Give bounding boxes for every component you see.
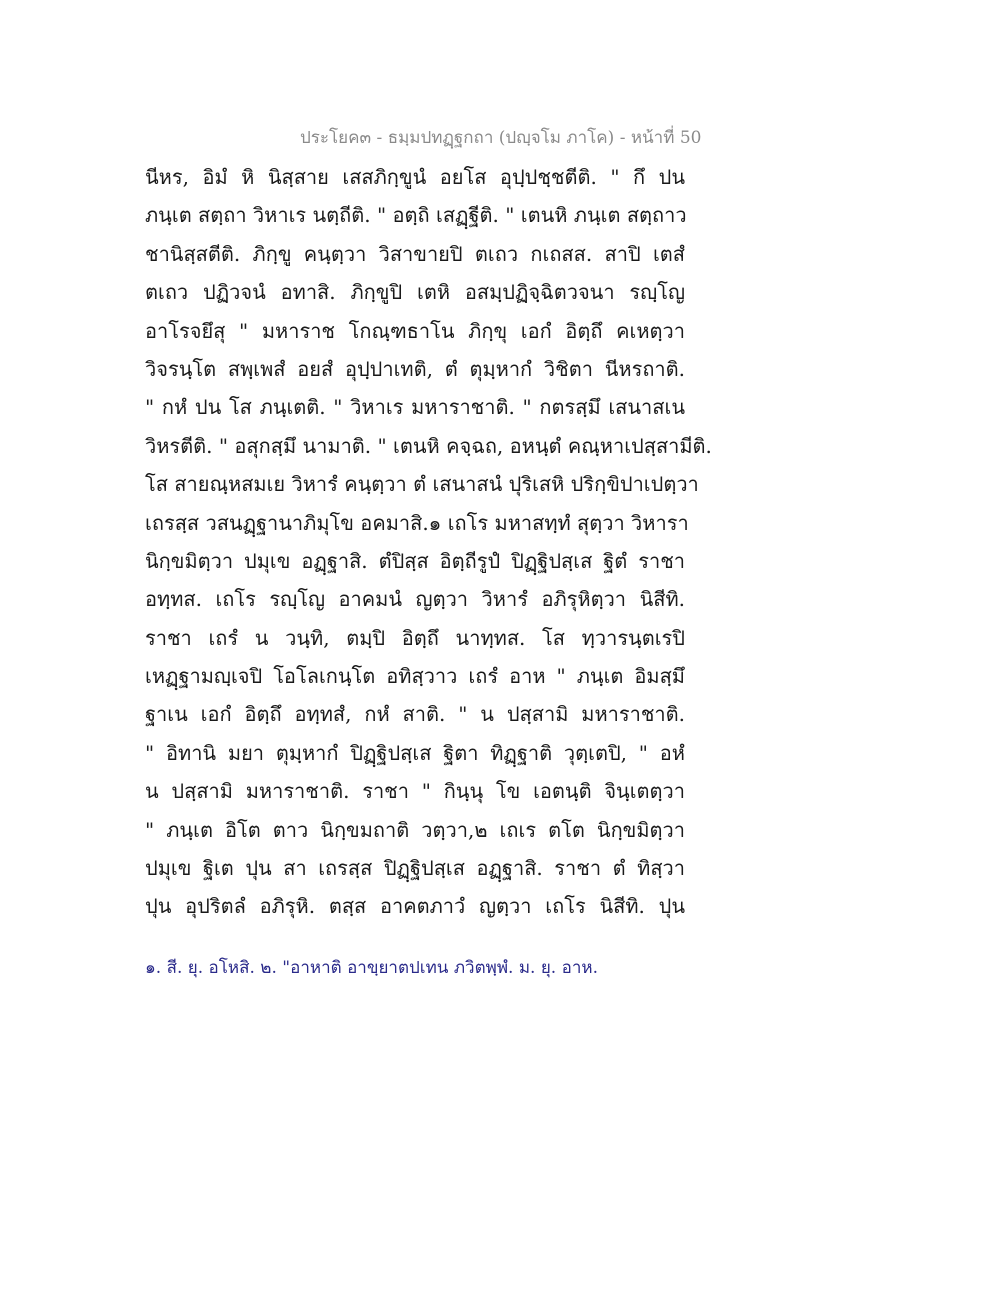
body-text	[145, 158, 712, 926]
page-header: ประโยค๓ - ธมฺมปทฏฺฐกถา (ปญฺจโม ภาโค) - หน้าที่ 50	[300, 128, 702, 148]
text-line: ฐาเน เอกํ อิตฺถึ อทฺทสํ, กหํ สาติ. " น ปสฺสามิ มหาราชาติ.	[145, 702, 685, 727]
text-line: " กหํ ปน โส ภนฺเตติ. " วิหาเร มหาราชาติ. " กตรสฺมึ เสนาสเน	[145, 395, 685, 420]
text-line: เถรสฺส วสนฏฺฐานาภิมุโข อคมาสิ.๑ เถโร มหาสทฺทํ สุตฺวา วิหารา	[145, 510, 689, 535]
text-line: นีหร, อิมํ หิ นิสฺสาย เสสภิกฺขูนํ อยโส อุปฺปชฺชตีติ. " กึ ปน	[145, 165, 685, 189]
text-line: ภนฺเต สตฺถา วิหาเร นตฺถีติ. " อตฺถิ เสฏฺฐีติ. " เตนหิ ภนฺเต สตฺถาว	[145, 203, 687, 228]
text-line: ตเถว ปฏิวจนํ อทาสิ. ภิกฺขูปิ เตหิ อสมฺปฏิจฺฉิตวจนา รญฺโญ	[145, 280, 685, 305]
text-line: วิจรนฺโต สพฺเพสํ อยสํ อุปฺปาเทติ, ตํ ตุมฺหากํ วิชิตา นีหรถาติ.	[145, 356, 685, 381]
text-line: นิกฺขมิตฺวา ปมุเข อฏฺฐาสิ. ตํปิสฺส อิตฺถีรูปํ ปิฏฺฐิปสฺเส ฐิตํ ราชา	[145, 548, 685, 573]
text-line: น ปสฺสามิ มหาราชาติ. ราชา " กินฺนุ โข เอตนฺติ จินฺเตตฺวา	[145, 779, 685, 804]
footnote: ๑. สี. ยุ. อโหสิ. ๒. "อาหาติ อาขฺยาตปเทน ภวิตพฺพํ. ม. ยุ. อาห.	[145, 958, 598, 978]
text-line: โส สายณฺหสมเย วิหารํ คนฺตฺวา ตํ เสนาสนํ ปุริเสหิ ปริกฺขิปาเปตฺวา	[145, 472, 699, 497]
text-line: ปมุเข ฐิเต ปุน สา เถรสฺส ปิฏฺฐิปสฺเส อฏฺฐาสิ. ราชา ตํ ทิสฺวา	[145, 856, 685, 881]
text-line: อทฺทส. เถโร รญฺโญ อาคมนํ ญตฺวา วิหารํ อภิรุหิตฺวา นิสีทิ.	[145, 587, 685, 612]
text-line: วิหรตีติ. " อสุกสฺมึ นามาติ. " เตนหิ คจฺฉถ, อหนฺตํ คณฺหาเปสฺสามีติ.	[145, 433, 712, 458]
text-line: อาโรจยึสุ " มหาราช โกณฺฑธาโน ภิกฺขุ เอกํ อิตฺถึ คเหตฺวา	[145, 318, 685, 343]
text-line: ชานิสฺสตีติ. ภิกฺขู คนฺตฺวา วิสาขายปิ ตเถว กเถสส. สาปิ เตสํ	[145, 241, 685, 266]
text-line: " ภนฺเต อิโต ตาว นิกฺขมถาติ วตฺวา,๒ เถเร ตโต นิกฺขมิตฺวา	[145, 817, 685, 842]
text-line: ปุน อุปริตลํ อภิรุหิ. ตสฺส อาคตภาวํ ญตฺวา เถโร นิสีทิ. ปุน	[145, 894, 685, 919]
text-line: เหฏฺฐามญฺเจปิ โอโลเกนฺโต อทิสฺวาว เถรํ อาห " ภนฺเต อิมสฺมึ	[145, 664, 685, 689]
text-line: ราชา เถรํ น วนฺทิ, ตมฺปิ อิตฺถึ นาทฺทส. โส ทฺวารนฺตเรปิ	[145, 625, 685, 650]
text-line: " อิทานิ มยา ตุมฺหากํ ปิฏฺฐิปสฺเส ฐิตา ทิฏฺฐาติ วุตฺเตปิ, " อหํ	[145, 740, 685, 765]
